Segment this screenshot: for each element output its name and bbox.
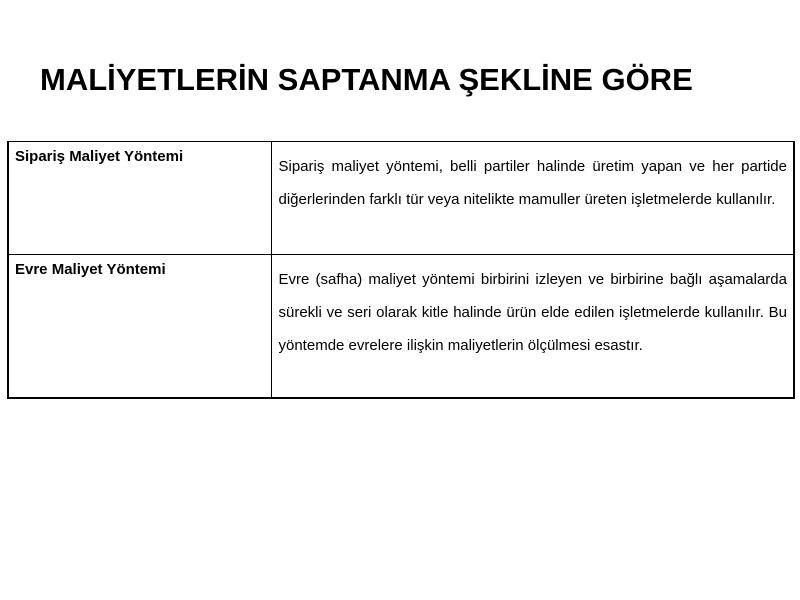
table-row bbox=[8, 255, 794, 399]
slide-title: MALİYETLERİN SAPTANMA ŞEKLİNE GÖRE bbox=[40, 62, 693, 97]
method-description: Evre (safha) maliyet yöntemi birbirini izleyen ve birbirine bağlı aşamalarda sürekli ve seri olarak kitle halinde ürün elde edilen işletmelerde kullanılır. Bu yöntemde evrelere ilişkin maliyetlerin ölçülmesi esastır. bbox=[278, 271, 787, 354]
method-name-cell bbox=[8, 255, 271, 399]
cost-methods-table bbox=[7, 141, 795, 399]
method-name-cell bbox=[8, 142, 271, 255]
method-description-cell bbox=[271, 255, 794, 399]
method-description: Sipariş maliyet yöntemi, belli partiler halinde üretim yapan ve her partide diğerlerinden farklı tür veya nitelikte mamuller üreten işletmelerde kullanılır. bbox=[278, 158, 787, 208]
table-row bbox=[8, 142, 794, 255]
method-name: Sipariş Maliyet Yöntemi bbox=[15, 148, 184, 165]
method-name: Evre Maliyet Yöntemi bbox=[15, 261, 166, 278]
method-description-cell bbox=[271, 142, 794, 255]
